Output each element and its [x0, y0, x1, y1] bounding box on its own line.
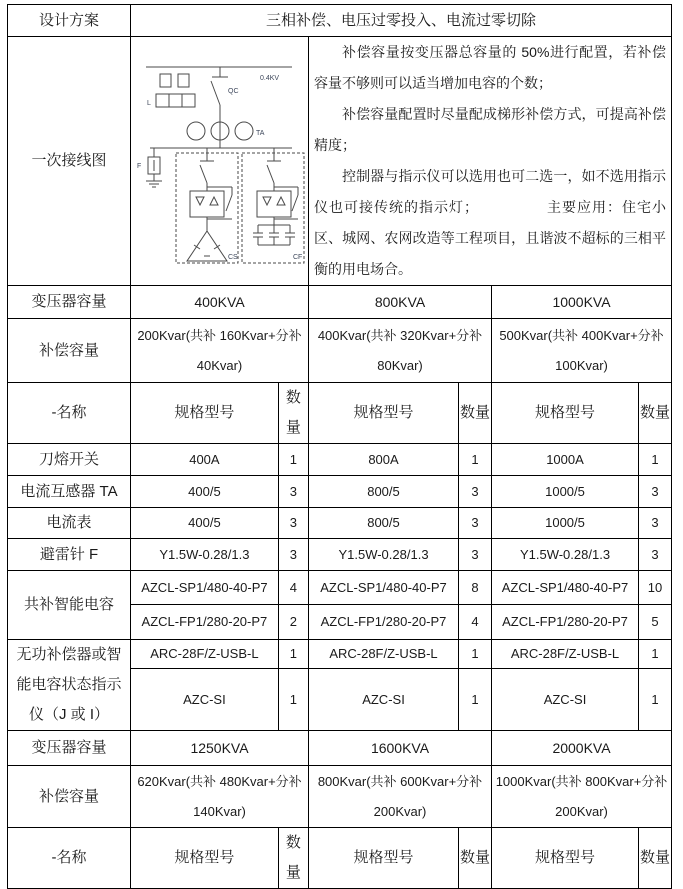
design-scheme-label: 设计方案 [8, 5, 131, 37]
qty-cell: 3 [278, 476, 308, 508]
transformer-capacity-value: 800KVA [309, 286, 492, 319]
spec-cell: AZCL-FP1/280-20-P7 [492, 605, 639, 640]
compensation-capacity-value: 1000Kvar(共补 800Kvar+分补 200Kvar) [492, 766, 672, 828]
col-header-name: -名称 [8, 383, 131, 444]
col-header-spec: 规格型号 [309, 383, 459, 444]
qty-cell: 3 [639, 539, 672, 571]
equipment-name: 避雷针 F [8, 539, 131, 571]
spec-cell: 800/5 [309, 476, 459, 508]
note-paragraph: 补偿容量按变压器总容量的 50%进行配置，若补偿容量不够则可以适当增加电容的个数； [314, 44, 666, 91]
cs-label: CS [228, 253, 238, 261]
wiring-diagram-label: 一次接线图 [8, 37, 131, 286]
qty-cell: 3 [278, 539, 308, 571]
col-header-qty: 数量 [278, 383, 308, 444]
qty-cell: 3 [459, 508, 492, 539]
spec-cell: 1000/5 [492, 476, 639, 508]
compensation-capacity-label: 补偿容量 [8, 319, 131, 383]
spec-cell: 1000A [492, 444, 639, 476]
equipment-name: 刀熔开关 [8, 444, 131, 476]
transformer-capacity-value: 1000KVA [492, 286, 672, 319]
note-paragraph: 控制器与指示仪可以选用也可二选一，如不选用指示仪也可接传统的指示灯； 主要应用：住宅小区、城网、农网改造等工程项目，且谐波不超标的三相平衡的用电场合。 [314, 168, 666, 277]
one-line-diagram [132, 53, 307, 270]
qty-cell: 10 [639, 571, 672, 605]
equipment-name: 共补智能电容 [8, 571, 131, 640]
spec-cell: AZC-SI [131, 669, 279, 731]
wiring-diagram-cell [131, 37, 309, 286]
compensation-capacity-value: 200Kvar(共补 160Kvar+分补 40Kvar) [131, 319, 309, 383]
arrester-icon [146, 148, 162, 187]
qc-switch-icon [211, 81, 220, 119]
col-header-spec: 规格型号 [492, 828, 639, 889]
compensation-capacity-value: 400Kvar(共补 320Kvar+分补 80Kvar) [309, 319, 492, 383]
col-header-qty: 数量 [459, 828, 492, 889]
transformer-capacity-value: 1600KVA [309, 731, 492, 766]
qty-cell: 1 [278, 669, 308, 731]
spec-cell: AZCL-FP1/280-20-P7 [309, 605, 459, 640]
spec-cell: AZC-SI [492, 669, 639, 731]
qty-cell: 3 [278, 508, 308, 539]
qty-cell: 1 [278, 444, 308, 476]
ct-circles [187, 119, 253, 148]
wiring-notes [309, 37, 672, 286]
equipment-name: 无功补偿器或智能电容状态指示仪（J 或 I） [8, 640, 131, 731]
qty-cell: 1 [639, 669, 672, 731]
spec-cell: AZCL-SP1/480-40-P7 [131, 571, 279, 605]
col-header-qty: 数量 [639, 383, 672, 444]
equipment-name: 电流表 [8, 508, 131, 539]
spec-cell: 1000/5 [492, 508, 639, 539]
spec-cell: 400/5 [131, 508, 279, 539]
transformer-capacity-value: 400KVA [131, 286, 309, 319]
ct-label: TA [256, 129, 265, 137]
transformer-capacity-label: 变压器容量 [8, 731, 131, 766]
spec-cell: Y1.5W-0.28/1.3 [131, 539, 279, 571]
qty-cell: 1 [459, 669, 492, 731]
qty-cell: 2 [278, 605, 308, 640]
compensation-capacity-value: 500Kvar(共补 400Kvar+分补 100Kvar) [492, 319, 672, 383]
cf-branch [242, 148, 304, 263]
qty-cell: 1 [639, 640, 672, 669]
spec-cell: AZCL-SP1/480-40-P7 [309, 571, 459, 605]
qty-cell: 3 [459, 476, 492, 508]
qty-cell: 3 [459, 539, 492, 571]
spec-cell: 400A [131, 444, 279, 476]
spec-cell: 800/5 [309, 508, 459, 539]
spec-cell: ARC-28F/Z-USB-L [492, 640, 639, 669]
qty-cell: 1 [459, 444, 492, 476]
transformer-capacity-value: 1250KVA [131, 731, 309, 766]
meter-boxes [156, 74, 195, 107]
qty-cell: 4 [459, 605, 492, 640]
col-header-qty: 数量 [278, 828, 308, 889]
spec-cell: Y1.5W-0.28/1.3 [309, 539, 459, 571]
col-header-spec: 规格型号 [131, 383, 279, 444]
spec-cell: 400/5 [131, 476, 279, 508]
spec-cell: Y1.5W-0.28/1.3 [492, 539, 639, 571]
breaker-label: QC [228, 87, 239, 95]
spec-cell: AZCL-SP1/480-40-P7 [492, 571, 639, 605]
qty-cell: 5 [639, 605, 672, 640]
arrester-label: F [137, 162, 142, 170]
compensation-capacity-label: 补偿容量 [8, 766, 131, 828]
meter-label: L [147, 99, 151, 107]
spec-cell: AZCL-FP1/280-20-P7 [131, 605, 279, 640]
spec-table [7, 4, 672, 889]
qty-cell: 8 [459, 571, 492, 605]
spec-cell: AZC-SI [309, 669, 459, 731]
spec-cell: 800A [309, 444, 459, 476]
qty-cell: 3 [639, 476, 672, 508]
col-header-qty: 数量 [639, 828, 672, 889]
bus-voltage-label: 0.4KV [260, 74, 280, 82]
compensation-capacity-value: 620Kvar(共补 480Kvar+分补 140Kvar) [131, 766, 309, 828]
qty-cell: 3 [639, 508, 672, 539]
col-header-name: -名称 [8, 828, 131, 889]
col-header-spec: 规格型号 [309, 828, 459, 889]
qty-cell: 1 [278, 640, 308, 669]
equipment-name: 电流互感器 TA [8, 476, 131, 508]
cf-label: CF [293, 253, 303, 261]
qty-cell: 4 [278, 571, 308, 605]
spec-cell: ARC-28F/Z-USB-L [131, 640, 279, 669]
cs-branch [176, 148, 238, 263]
transformer-capacity-label: 变压器容量 [8, 286, 131, 319]
spec-cell: ARC-28F/Z-USB-L [309, 640, 459, 669]
note-paragraph: 补偿容量配置时尽量配成梯形补偿方式，可提高补偿精度； [314, 106, 666, 153]
col-header-spec: 规格型号 [492, 383, 639, 444]
col-header-spec: 规格型号 [131, 828, 279, 889]
qty-cell: 1 [639, 444, 672, 476]
qty-cell: 1 [459, 640, 492, 669]
design-scheme-value: 三相补偿、电压过零投入、电流过零切除 [131, 5, 672, 37]
transformer-capacity-value: 2000KVA [492, 731, 672, 766]
col-header-qty: 数量 [459, 383, 492, 444]
compensation-capacity-value: 800Kvar(共补 600Kvar+分补 200Kvar) [309, 766, 492, 828]
